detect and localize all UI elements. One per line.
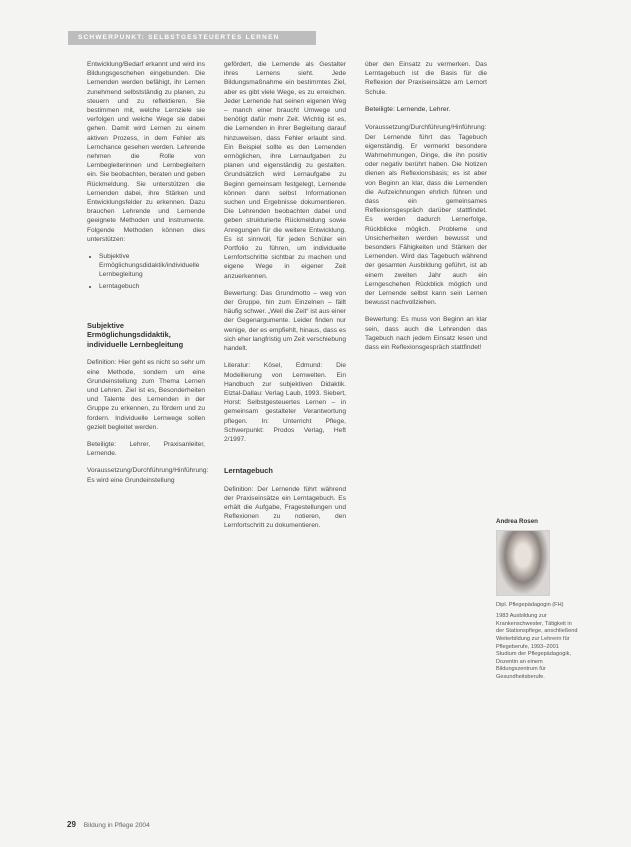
page-footer [67, 820, 150, 829]
col2-literature: Literatur: Kösel, Edmund: Die Modellierung von Lernwelten. Ein Handbuch zur subjektiven Didaktik. Elztal-Dallau: Verlag Laub, 1993. Siebert, Horst: Selbstgesteuertes Lernen – in gemeinsam gestalteter Verantwortung pflegen. In: Unterricht Pflege, Schwerpunkt: Prodos Verlag, Heft 2/1997. [224, 362, 346, 443]
text-column-2 [224, 60, 346, 539]
author-role: Dipl. Pflegepädagogin (FH) [496, 601, 564, 608]
text-column-3 [365, 60, 487, 360]
issue-label: Bildung in Pflege 2004 [83, 822, 150, 829]
col3-subheading: Beteiligte: Lernende, Lehrer. [365, 105, 451, 113]
col3-paragraph-2: Voraussetzung/Durchführung/Hinführung: Der Lernende führt das Tagebuch eigenständig. Er vermerkt besondere Wahrnehmungen, Dinge, die ihn positiv oder negativ berührt haben. Die Notizen dienen als Reflexionsbasis; es ist aber von Beginn an klar, dass die Lernenden die Aufzeichnungen ehrlich führen und dass ein gemeinsames Reflexionsgespräch darüber stattfindet. Es werden dadurch Lernerfolge, Rückblicke möglich. Probleme und Unsicherheiten werden bewusst und besonders Fähigkeiten und Stärken der Lernenden. Wird das Tagebuch während der gesamten Ausbildung geführt, ist ab einem zweiten Jahr auch ein Lerngeschehen Rückblick möglich und der Lernende selbst kann sein Lernen bewusst nachvollziehen. [365, 124, 487, 307]
bullet-item-1: • Subjektive Ermöglichungsdidaktik/individuelle Lernbegleitung [99, 252, 205, 280]
col2-paragraph-1: gefördert, die Lernende als Gestalter ihres Lernens sieht. Jede Bildungsmaßnahme ein bestimmtes Ziel, aber es gibt viele Wege, es zu erreichen. Jeder Lernende hat seinen eigenen Weg – manch einer braucht Umwege und benötigt dafür mehr Zeit. Wichtig ist es, die Lernenden in ihrer Begleitung darauf hinzuweisen, dass Fehler erlaubt sind. Ein Beispiel sollte es den Lernenden ermöglichen, ihre Lernaufgaben zu planen und eigenständig zu gestalten. Grundsätzlich wird Lernaufgabe zu Beginn gemeinsam festgelegt, Lernende können dann selbst Informationen suchen und Ergebnisse dokumentieren. Die Lehrenden beobachten dabei und geben strukturierte Rückmeldung sowie Anregungen für die weitere Entwicklung. Es ist sinnvoll, für jeden Schüler ein Portfolio zu führen, um individuelle Lernfortschritte sichtbar zu machen und eigene Wege in eigener Zeit anzuerkennen. [224, 61, 346, 280]
author-name: Andrea Rosen [496, 518, 538, 525]
col2-paragraph-2: Bewertung: Das Grundmotto – weg von der Gruppe, hin zum Einzelnen – fällt häufig schwer. „Weil die Zeit“ ist aus einer der Gegenargumente. Leider finden nur wenige, der es empfiehlt, hinaus, dass es sich eher langfristig um Zeit verschiebung handelt. [224, 289, 346, 353]
col3-paragraph-1: über den Einsatz zu vermerken. Das Lerntagebuch ist die Basis für die Reflexion der Praxiseinsätze am Lernort Schule. [365, 61, 487, 96]
page-number: 29 [67, 820, 76, 829]
author-bio: 1983 Ausbildung zur Krankenschwester, Tätigkeit in der Stationspflege, anschließend Weiterbildung zur Lehrerin für Pflegeberufe, 1993–2001 Studium der Pflegepädagogik, Dozentin an einem Bildungszentrum für Gesundheitsberufe. [496, 613, 578, 680]
heading-lerntagebuch: Lerntagebuch [224, 466, 273, 476]
section-header-bar [68, 31, 316, 45]
heading-ermoeglichungsdidaktik: Subjektive Ermöglichungsdidaktik, individuelle Lernbegleitung [87, 320, 184, 349]
col2-paragraph-4: Definition: Der Lernende führt während der Praxiseinsätze ein Lerntagebuch. Es erhält die Aufgabe, Fragestellungen und Reflexionen zu notieren, den Lernfortschritt zu dokumentieren. [224, 485, 346, 530]
author-photo [496, 530, 550, 596]
col1-paragraph-2: Definition: Hier geht es nicht so sehr um eine Methode, sondern um eine Grundeinstellung zum Thema Lernen und Lehren. Ziel ist es, Besonderheiten und Talente des Lernenden in der Gruppe zu erkennen, zu fördern und zu fordern. Individuelle Lernwege sollen gezielt begleitet werden. [87, 359, 205, 431]
col3-paragraph-3: Bewertung: Es muss von Beginn an klar sein, dass auch die Lehrenden das Tagebuch nach jedem Einsatz lesen und dass ein Reflexionsgespräch stattfindet! [365, 316, 487, 351]
col1-paragraph-3: Beteiligte: Lehrer, Praxisanleiter, Lernende. [87, 441, 205, 458]
method-bullet-list [87, 252, 205, 291]
text-column-1 [87, 60, 209, 493]
col1-paragraph-1: Entwicklung/Bedarf erkannt und wird ins Bildungsgeschehen eingebunden. Die Lernenden werden befähigt, ihr Lernen zunehmend selbstständig zu planen, zu steuern und zu reflektieren. Sie bestimmen mit, welche Lernziele sie verfolgen und welche Wege sie dabei gehen. Damit wird Lernen zu einem aktiven Prozess, in dem Fehler als Lernchance gesehen werden. Lehrende nehmen die Rolle von Lernbegleiterinnen und Lernbegleitern ein. Sie beobachten, beraten und geben Rückmeldung. Sie unterstützen die Lernenden dabei, ihre Stärken und Entwicklungsfelder zu erkennen. Dazu brauchen Lehrende und Lernende geeignete Methoden und Instrumente. Folgende Methoden können dies unterstützen: [87, 61, 205, 243]
bullet-item-2: • Lerntagebuch [99, 282, 205, 291]
section-header-label: SCHWERPUNKT: SELBSTGESTEUERTES LERNEN [78, 34, 280, 41]
author-box [496, 518, 580, 682]
col1-paragraph-4: Voraussetzung/Durchführung/Hinführung: Es wird eine Grundeinstellung [87, 467, 209, 484]
